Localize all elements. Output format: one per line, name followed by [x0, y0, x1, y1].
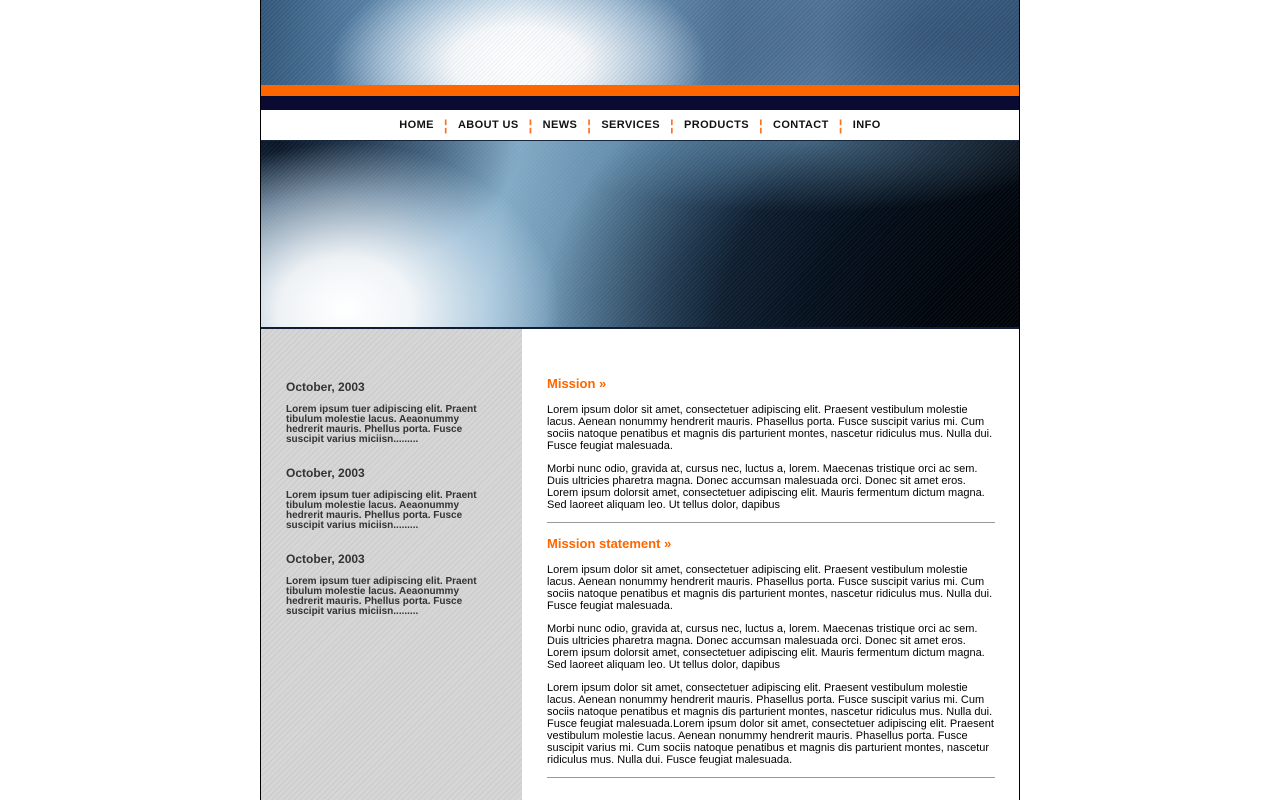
hero-banner-image [261, 140, 1019, 329]
main-navigation [261, 110, 1019, 140]
main-content [522, 329, 1019, 800]
header-banner-image [261, 0, 1019, 85]
section-heading-mission[interactable]: Mission » [547, 376, 607, 391]
nav-separator: ¦ [443, 116, 448, 134]
news-excerpt: Lorem ipsum tuer adipiscing elit. Praent tibulum molestie lacus. Aeaonummy hedrerit mauris. Phellus porta. Fusce suscipit varius miciisn......... [286, 404, 477, 445]
news-excerpt: Lorem ipsum tuer adipiscing elit. Praent tibulum molestie lacus. Aeaonummy hedrerit mauris. Phellus porta. Fusce suscipit varius miciisn......... [286, 490, 477, 531]
body-paragraph: Morbi nunc odio, gravida at, cursus nec, luctus a, lorem. Maecenas tristique orci ac sem. Duis ultricies pharetra magna. Donec accumsan malesuada orci. Donec sit amet eros. Lorem ipsum dolorsit amet, consectetuer adipiscing elit. Mauris fermentum dictum magna. Sed laoreet aliquam leo. Ut tellus dolor, dapibus [547, 623, 985, 671]
news-date: October, 2003 [286, 380, 365, 394]
body-paragraph: Lorem ipsum dolor sit amet, consectetuer adipiscing elit. Praesent vestibulum molestie lacus. Aenean nonummy hendrerit mauris. Phasellus porta. Fusce suscipit varius mi. Cum sociis natoque penatibus et magnis dis parturient montes, nascetur ridiculus mus. Nulla dui. Fusce feugiat malesuada. [547, 564, 993, 612]
section-divider [547, 777, 995, 778]
nav-link-home[interactable]: HOME [399, 119, 434, 131]
news-excerpt: Lorem ipsum tuer adipiscing elit. Praent tibulum molestie lacus. Aeaonummy hedrerit mauris. Phellus porta. Fusce suscipit varius miciisn......... [286, 576, 477, 617]
orange-divider [261, 85, 1019, 96]
nav-link-news[interactable]: NEWS [542, 119, 578, 131]
nav-link-contact[interactable]: CONTACT [772, 119, 829, 131]
news-date: October, 2003 [286, 552, 365, 566]
navy-divider [261, 96, 1019, 110]
nav-link-products[interactable]: PRODUCTS [684, 119, 749, 131]
nav-separator: ¦ [669, 116, 674, 134]
nav-separator: ¦ [758, 116, 763, 134]
nav-link-services[interactable]: SERVICES [601, 119, 660, 131]
section-divider [547, 522, 995, 523]
body-paragraph: Lorem ipsum dolor sit amet, consectetuer adipiscing elit. Praesent vestibulum molestie lacus. Aenean nonummy hendrerit mauris. Phasellus porta. Fusce suscipit varius mi. Cum sociis natoque penatibus et magnis dis parturient montes, nascetur ridiculus mus. Nulla dui. Fusce feugiat malesuada. [547, 404, 993, 452]
news-item [286, 466, 497, 531]
nav-separator: ¦ [838, 116, 843, 134]
news-date: October, 2003 [286, 466, 365, 480]
nav-separator: ¦ [587, 116, 592, 134]
nav-separator: ¦ [528, 116, 533, 134]
sidebar-news-column [261, 329, 522, 800]
news-item [286, 552, 497, 617]
nav-link-about-us[interactable]: ABOUT US [457, 119, 519, 131]
nav-link-info[interactable]: INFO [852, 119, 881, 131]
section-heading-mission-statement[interactable]: Mission statement » [547, 536, 672, 551]
news-item [286, 380, 497, 445]
page-container [260, 0, 1020, 800]
body-paragraph: Morbi nunc odio, gravida at, cursus nec, luctus a, lorem. Maecenas tristique orci ac sem. Duis ultricies pharetra magna. Donec accumsan malesuada orci. Donec sit amet eros. Lorem ipsum dolorsit amet, consectetuer adipiscing elit. Mauris fermentum dictum magna. Sed laoreet aliquam leo. Ut tellus dolor, dapibus [547, 463, 985, 511]
body-paragraph: Lorem ipsum dolor sit amet, consectetuer adipiscing elit. Praesent vestibulum molestie lacus. Aenean nonummy hendrerit mauris. Phasellus porta. Fusce suscipit varius mi. Cum sociis natoque penatibus et magnis dis parturient montes, nascetur ridiculus mus. Nulla dui. Fusce feugiat malesuada.Lorem ipsum dolor sit amet, consectetuer adipiscing elit. Praesent vestibulum molestie lacus. Aenean nonummy hendrerit mauris. Phasellus porta. Fusce suscipit varius mi. Cum sociis natoque penatibus et magnis dis parturient montes, nascetur ridiculus mus. Nulla dui. Fusce feugiat malesuada. [547, 682, 994, 766]
content-area [261, 329, 1019, 800]
